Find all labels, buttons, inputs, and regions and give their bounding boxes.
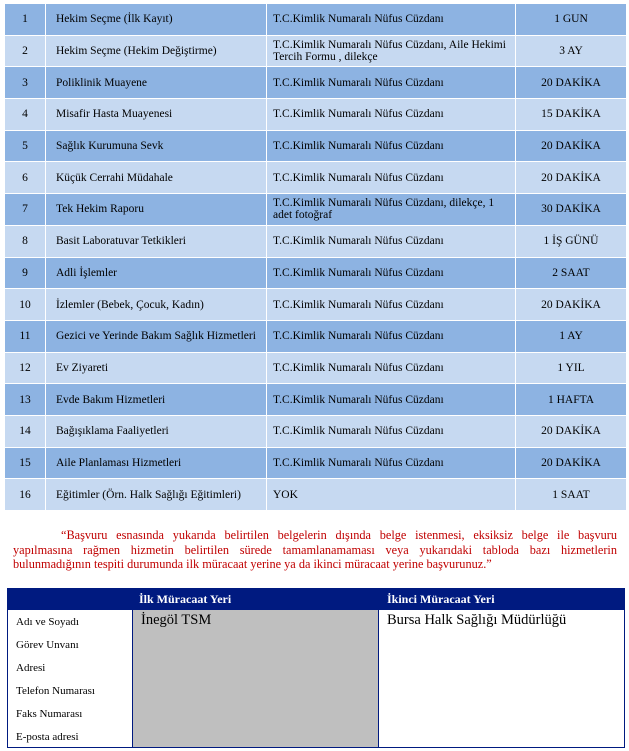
row-number: 12 xyxy=(5,352,46,384)
required-documents: T.C.Kimlik Numaralı Nüfus Cüzdanı, Aile Hekimi Tercih Formu , dilekçe xyxy=(267,35,516,67)
completion-time: 20 DAKİKA xyxy=(516,415,627,447)
service-name: Bağışıklama Faaliyetleri xyxy=(46,415,267,447)
required-documents: T.C.Kimlik Numaralı Nüfus Cüzdanı xyxy=(267,99,516,131)
completion-time: 15 DAKİKA xyxy=(516,99,627,131)
row-number: 16 xyxy=(5,479,46,511)
complaint-notice: “Başvuru esnasında yukarıda belirtilen belgelerin dışında belge istenmesi, eksiksiz belge ile başvuru yapılmasına rağmen hizmetin belirtilen sürede tamamlanamaması veya yukarıdaki tabloda bazı hizmetlerin bulunmadığının tespiti durumunda ilk müracaat yerine ya da ikinci müracaat yerine başvurunuz.” xyxy=(13,528,617,572)
required-documents: T.C.Kimlik Numaralı Nüfus Cüzdanı xyxy=(267,67,516,99)
table-row xyxy=(5,289,627,321)
row-number: 1 xyxy=(5,4,46,36)
row-number: 13 xyxy=(5,384,46,416)
service-rows xyxy=(5,4,627,511)
table-row xyxy=(5,162,627,194)
second-place-header: İkinci Müracaat Yeri xyxy=(387,592,495,606)
row-number: 15 xyxy=(5,447,46,479)
label-name: Adı ve Soyadı xyxy=(16,616,79,628)
completion-time: 20 DAKİKA xyxy=(516,130,627,162)
completion-time: 2 SAAT xyxy=(516,257,627,289)
completion-time: 30 DAKİKA xyxy=(516,194,627,226)
required-documents: T.C.Kimlik Numaralı Nüfus Cüzdanı xyxy=(267,352,516,384)
service-name: Hekim Seçme (İlk Kayıt) xyxy=(46,4,267,36)
row-number: 11 xyxy=(5,320,46,352)
service-name: Tek Hekim Raporu xyxy=(46,194,267,226)
table-row xyxy=(5,479,627,511)
table-row xyxy=(5,320,627,352)
service-name: Poliklinik Muayene xyxy=(46,67,267,99)
completion-time: 1 İŞ GÜNÜ xyxy=(516,225,627,257)
service-name: Evde Bakım Hizmetleri xyxy=(46,384,267,416)
completion-time: 1 YIL xyxy=(516,352,627,384)
table-row xyxy=(5,352,627,384)
required-documents: T.C.Kimlik Numaralı Nüfus Cüzdanı xyxy=(267,289,516,321)
completion-time: 1 SAAT xyxy=(516,479,627,511)
table-row xyxy=(5,384,627,416)
required-documents: T.C.Kimlik Numaralı Nüfus Cüzdanı xyxy=(267,320,516,352)
row-number: 8 xyxy=(5,225,46,257)
completion-time: 1 GUN xyxy=(516,4,627,36)
row-number: 5 xyxy=(5,130,46,162)
row-number: 9 xyxy=(5,257,46,289)
label-address: Adresi xyxy=(16,662,46,674)
completion-time: 1 HAFTA xyxy=(516,384,627,416)
required-documents: T.C.Kimlik Numaralı Nüfus Cüzdanı, dilekçe, 1 adet fotoğraf xyxy=(267,194,516,226)
service-name: Misafir Hasta Muayenesi xyxy=(46,99,267,131)
required-documents: T.C.Kimlik Numaralı Nüfus Cüzdanı xyxy=(267,130,516,162)
required-documents: T.C.Kimlik Numaralı Nüfus Cüzdanı xyxy=(267,415,516,447)
label-title: Görev Unvanı xyxy=(16,639,79,651)
table-row xyxy=(5,194,627,226)
contact-table-header xyxy=(7,588,625,610)
service-name: Ev Ziyareti xyxy=(46,352,267,384)
row-number: 6 xyxy=(5,162,46,194)
completion-time: 20 DAKİKA xyxy=(516,447,627,479)
service-name: Aile Planlaması Hizmetleri xyxy=(46,447,267,479)
completion-time: 1 AY xyxy=(516,320,627,352)
table-row xyxy=(5,4,627,36)
label-fax: Faks Numarası xyxy=(16,708,83,720)
contact-label-column xyxy=(8,610,133,747)
required-documents: T.C.Kimlik Numaralı Nüfus Cüzdanı xyxy=(267,162,516,194)
required-documents: T.C.Kimlik Numaralı Nüfus Cüzdanı xyxy=(267,225,516,257)
completion-time: 20 DAKİKA xyxy=(516,67,627,99)
required-documents: T.C.Kimlik Numaralı Nüfus Cüzdanı xyxy=(267,447,516,479)
completion-time: 20 DAKİKA xyxy=(516,289,627,321)
first-place-header: İlk Müracaat Yeri xyxy=(139,592,232,606)
service-standards-table xyxy=(4,3,627,511)
row-number: 4 xyxy=(5,99,46,131)
required-documents: T.C.Kimlik Numaralı Nüfus Cüzdanı xyxy=(267,4,516,36)
service-name: Küçük Cerrahi Müdahale xyxy=(46,162,267,194)
label-email: E-posta adresi xyxy=(16,731,79,743)
second-place-value: Bursa Halk Sağlığı Müdürlüğü xyxy=(387,612,567,628)
service-name xyxy=(46,320,267,352)
service-name-text: Gezici ve Yerinde Bakım Sağlık Hizmetleri xyxy=(56,330,256,343)
contact-table xyxy=(7,610,625,748)
completion-time: 20 DAKİKA xyxy=(516,162,627,194)
table-row xyxy=(5,447,627,479)
row-number: 14 xyxy=(5,415,46,447)
first-place-value: İnegöl TSM xyxy=(141,612,212,628)
table-row xyxy=(5,99,627,131)
service-name: Basit Laboratuvar Tetkikleri xyxy=(46,225,267,257)
label-phone: Telefon Numarası xyxy=(16,685,95,697)
service-name: Hekim Seçme (Hekim Değiştirme) xyxy=(46,35,267,67)
table-row xyxy=(5,35,627,67)
table-row xyxy=(5,415,627,447)
required-documents: YOK xyxy=(267,479,516,511)
required-documents: T.C.Kimlik Numaralı Nüfus Cüzdanı xyxy=(267,257,516,289)
required-documents: T.C.Kimlik Numaralı Nüfus Cüzdanı xyxy=(267,384,516,416)
table-row xyxy=(5,225,627,257)
first-place-cell xyxy=(133,610,379,747)
service-name: Sağlık Kurumuna Sevk xyxy=(46,130,267,162)
row-number: 3 xyxy=(5,67,46,99)
table-row xyxy=(5,67,627,99)
completion-time: 3 AY xyxy=(516,35,627,67)
table-row xyxy=(5,257,627,289)
row-number: 10 xyxy=(5,289,46,321)
row-number: 7 xyxy=(5,194,46,226)
table-row xyxy=(5,130,627,162)
service-name: İzlemler (Bebek, Çocuk, Kadın) xyxy=(46,289,267,321)
service-name: Adli İşlemler xyxy=(46,257,267,289)
row-number: 2 xyxy=(5,35,46,67)
service-name: Eğitimler (Örn. Halk Sağlığı Eğitimleri) xyxy=(46,479,267,511)
